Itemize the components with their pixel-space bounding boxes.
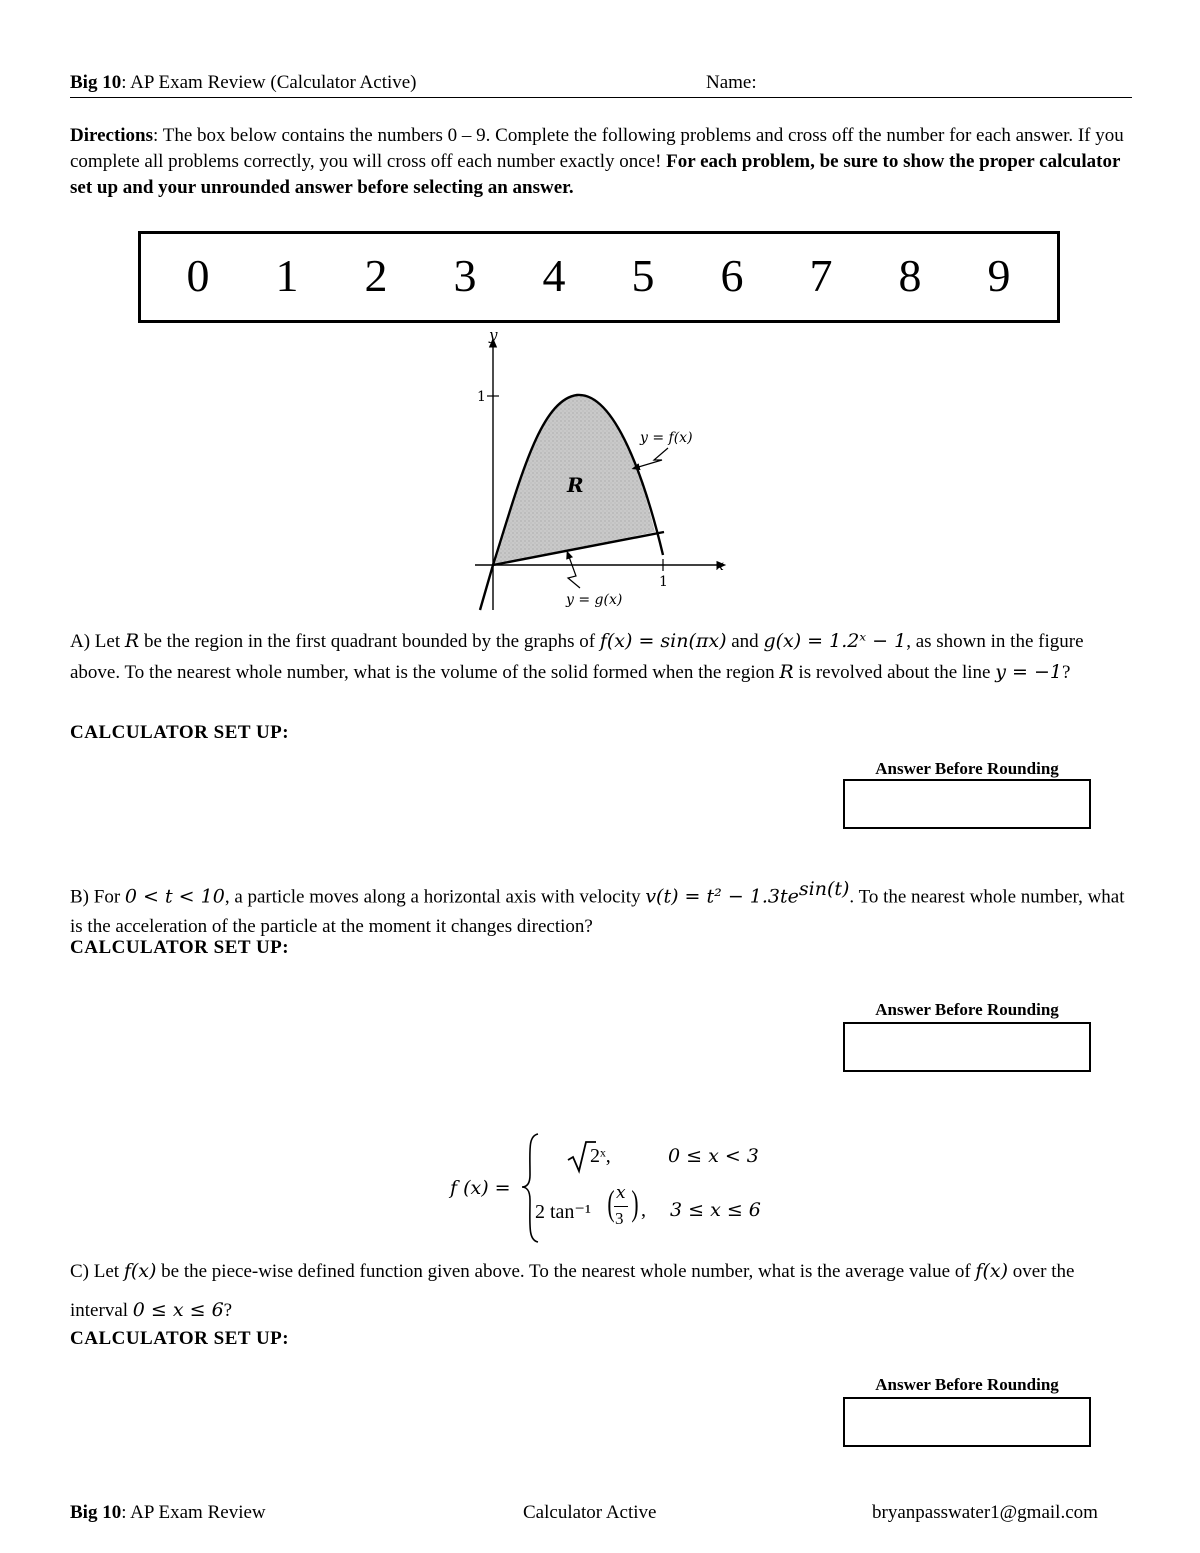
case1-condition: 0 ≤ x < 3 xyxy=(668,1145,759,1167)
setup-label-c: CALCULATOR SET UP: xyxy=(70,1328,290,1349)
region-figure xyxy=(440,320,750,615)
footer-center: Calculator Active xyxy=(523,1502,657,1523)
header-title: Big 10: AP Exam Review (Calculator Active) xyxy=(70,72,417,93)
footer-email: bryanpasswater1@gmail.com xyxy=(872,1502,1098,1523)
left-brace xyxy=(520,1130,542,1245)
bank-number: 5 xyxy=(631,250,655,301)
answer-label-c: Answer Before Rounding xyxy=(875,1375,1059,1394)
problem-a: A) Let R be the region in the first quadrant bounded by the graphs of f(x) = sin(πx) and g(x) = 1.2ˣ − 1, as shown in the figure above. To the nearest whole number, what is the volume of the solid formed when the region R is revolved about the line y = −1? xyxy=(70,630,1084,683)
answer-box-b[interactable] xyxy=(843,1022,1091,1072)
piecewise-lhs: f (x) = xyxy=(450,1177,511,1199)
case1-expression: 2ˣ, xyxy=(590,1145,611,1167)
case2-denominator: 3 xyxy=(615,1209,624,1228)
y-axis-label: y xyxy=(489,326,498,344)
directions: Directions: The box below contains the numbers 0 – 9. Complete the following problems and cross off the number for each answer. If you complete all problems correctly, you will cross off each number exactly once! For each problem, be sure to show the proper calculator set up and your unrounded answer before selecting an answer. xyxy=(70,125,1124,198)
bank-number: 6 xyxy=(720,250,744,301)
header-rule xyxy=(70,97,1132,98)
case2-numerator: x xyxy=(616,1183,626,1203)
footer-left: Big 10: AP Exam Review xyxy=(70,1502,266,1523)
bank-number: 7 xyxy=(809,250,833,301)
piecewise-definition: f (x) = 2ˣ, 0 ≤ x < 3 2 tan⁻¹ ( x 3 ) , 3 ≤ x ≤ 6 xyxy=(440,1130,800,1245)
region-label: R xyxy=(567,473,584,497)
answer-bank-box xyxy=(138,231,1060,323)
x-tick-label: 1 xyxy=(659,574,668,590)
y-tick-label: 1 xyxy=(477,389,486,405)
answer-box-a[interactable] xyxy=(843,779,1091,829)
bank-number: 9 xyxy=(987,250,1011,301)
setup-label-b: CALCULATOR SET UP: xyxy=(70,937,290,958)
f-curve-label: y = f(x) xyxy=(640,430,693,446)
answer-label-b: Answer Before Rounding xyxy=(875,1000,1059,1019)
header-brand: Big 10 xyxy=(70,72,122,93)
bank-number: 1 xyxy=(275,250,299,301)
problem-b: B) For 0 < t < 10, a particle moves along a horizontal axis with velocity $v(t) = t^2 - 1.3te^{sin(t)}$. To the nearest whole number, what is the acceleration of the particle at the moment it changes direction? xyxy=(70,878,1125,938)
bank-number: 0 xyxy=(186,250,210,301)
g-line-label: y = g(x) xyxy=(566,592,623,608)
case2-condition: 3 ≤ x ≤ 6 xyxy=(670,1199,761,1221)
bank-number: 2 xyxy=(364,250,388,301)
case2-expression: 2 tan⁻¹ xyxy=(535,1201,591,1223)
answer-box-c[interactable] xyxy=(843,1397,1091,1447)
bank-number: 3 xyxy=(453,250,477,301)
answer-label-a: Answer Before Rounding xyxy=(875,759,1059,778)
g-line xyxy=(480,565,493,610)
bank-number: 4 xyxy=(542,250,566,301)
setup-label-a: CALCULATOR SET UP: xyxy=(70,722,290,743)
problem-c: C) Let f(x) be the piece-wise defined function given above. To the nearest whole number, what is the average value of f(x) over the interval 0 ≤ x ≤ 6? xyxy=(70,1260,1075,1321)
x-axis-label: x xyxy=(716,558,724,574)
name-label: Name: xyxy=(706,72,757,93)
bank-number: 8 xyxy=(898,250,922,301)
